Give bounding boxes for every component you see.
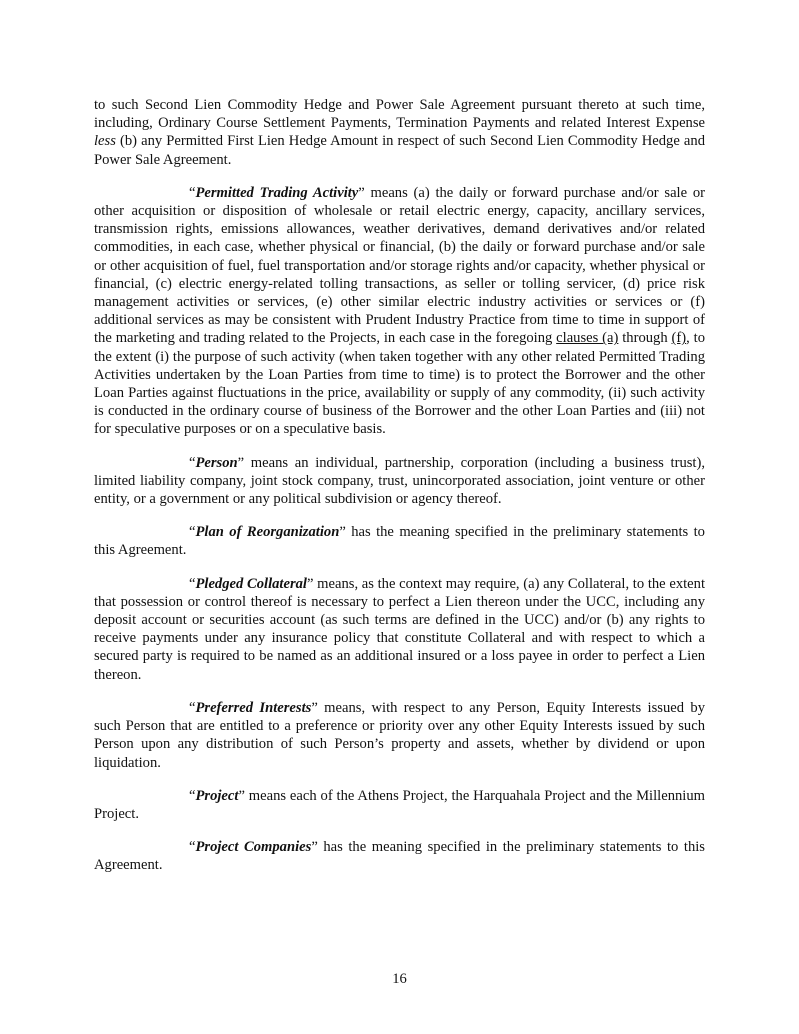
defined-term: Person [195,454,238,471]
defined-term: Permitted Trading Activity [195,184,359,201]
open-quote: “ [189,699,196,716]
text-run: ” means, as the context may require, (a) any Collateral, to the extent that possession or control thereof is necessary to perfect a Lien thereon under the UCC, including any deposit account or securities account (as such terms are defined in the UCC) and/or (b) any rights to receive payments under any insurance policy that constitute Collateral and with respect to which a secured party is required to be named as an additional insured or a loss payee in order to perfect a Lien thereon. [94,575,705,683]
text-run: to such Second Lien Commodity Hedge and Power Sale Agreement pursuant thereto at such time, including, Ordinary Course Settlement Payments, Termination Payments and related Interest Expense [94,97,705,132]
definition-person [94,454,705,509]
emphasis-less: less [94,133,116,150]
open-quote: “ [189,454,196,471]
defined-term: Preferred Interests [195,699,312,716]
open-quote: “ [189,787,196,804]
page-number: 16 [392,971,407,987]
defined-term: Pledged Collateral [195,575,307,592]
text-run: ” has the meaning specified in the preliminary statements to this Agreement. [94,839,705,874]
text-run: ” means an individual, partnership, corporation (including a business trust), limited liability company, joint stock company, trust, unincorporated association, joint venture or other entity, or a government or any political subdivision or agency thereof. [94,454,705,508]
open-quote: “ [189,524,196,541]
paragraph-continuation [94,96,705,169]
definition-permitted-trading-activity [94,184,705,439]
defined-term: Plan of Reorganization [195,524,340,541]
defined-term: Project Companies [195,839,312,856]
text-run: ” means each of the Athens Project, the Harquahala Project and the Millennium Project. [94,787,705,822]
text-run: through [618,330,672,347]
definition-plan-of-reorganization [94,523,705,559]
open-quote: “ [189,839,196,856]
text-run: ” means (a) the daily or forward purchase and/or sale or other acquisition or disposition of wholesale or retail electric energy, capacity, ancillary services, transmission rights, emissions allowances, weather derivatives, demand derivatives and/or related commodities, in each case, whether physical or financial, (b) the daily or forward purchase and/or sale or other acquisition of fuel, fuel transportation and/or storage rights and/or capacity, whether physical or financial, (c) electric energy-related tolling transactions, as seller or tolling servicer, (d) price risk management activities or services, (e) other similar electric industry activities or services or (f) additional services as may be consistent with Prudent Industry Practice from time to time in support of the marketing and trading related to the Projects, in each case in the foregoing [94,184,705,347]
definition-project [94,787,705,823]
defined-term: Project [195,787,239,804]
clause-reference: (f) [671,330,687,347]
text-run: , to the extent (i) the purpose of such activity (when taken together with any other related Permitted Trading Activities undertaken by the Loan Parties from time to time) is to protect the Borrower and the other Loan Parties against fluctuations in the price, availability or supply of any commodity, (ii) such activity is conducted in the ordinary course of business of the Borrower and the other Loan Parties and (iii) not for speculative purposes or on a speculative basis. [94,330,705,438]
definition-project-companies [94,838,705,874]
body-text [94,96,705,890]
open-quote: “ [189,184,196,201]
text-run: ” means, with respect to any Person, Equity Interests issued by such Person that are entitled to a preference or priority over any other Equity Interests issued by such Person upon any distribution of such Person’s property and assets, whether by dividend or upon liquidation. [94,699,706,771]
definition-pledged-collateral [94,575,705,684]
text-run: (b) any Permitted First Lien Hedge Amount in respect of such Second Lien Commodity Hedge and Power Sale Agreement. [94,133,705,168]
definition-preferred-interests [94,699,705,772]
text-run: ” has the meaning specified in the preliminary statements to this Agreement. [94,524,705,559]
open-quote: “ [189,575,196,592]
clause-reference: clauses (a) [556,330,619,347]
